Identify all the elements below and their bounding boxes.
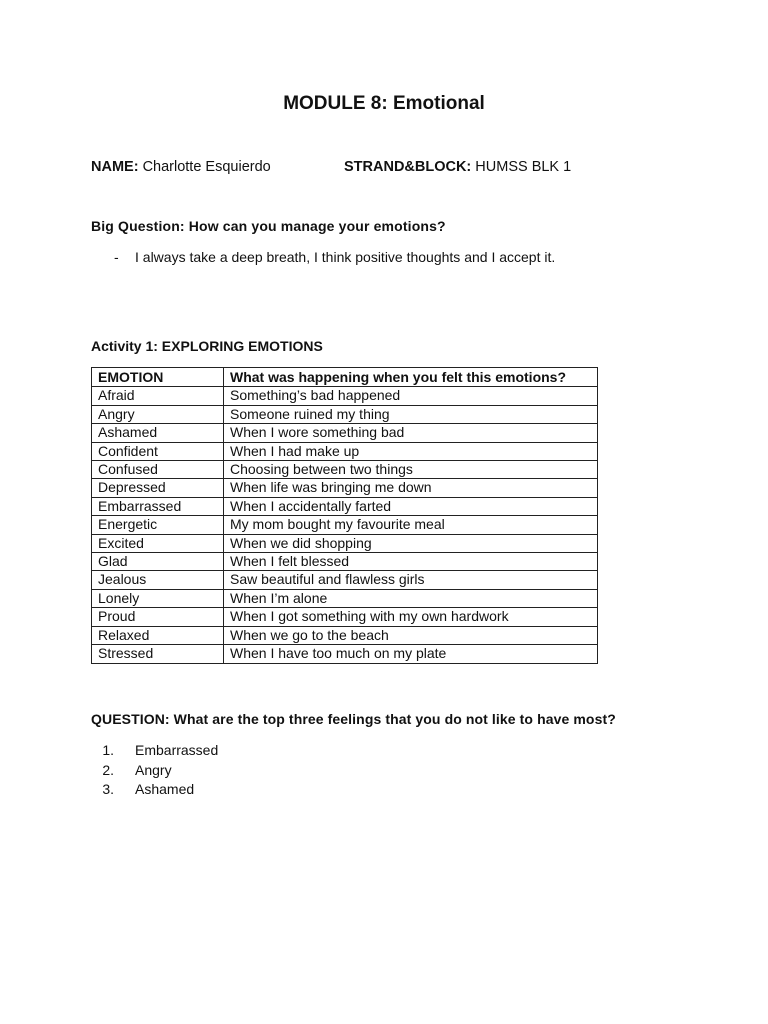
question-text: QUESTION: What are the top three feelings that you do not like to have most? bbox=[91, 711, 616, 727]
emotion-cell: Lonely bbox=[92, 589, 224, 607]
list-item-text: Embarrassed bbox=[135, 742, 219, 758]
table-row bbox=[92, 626, 598, 644]
situation-cell: When I accidentally farted bbox=[224, 497, 598, 515]
situation-cell: When I had make up bbox=[224, 442, 598, 460]
situation-cell: When life was bringing me down bbox=[224, 479, 598, 497]
header-emotion: EMOTION bbox=[92, 368, 224, 387]
emotion-cell: Excited bbox=[92, 534, 224, 552]
name-label: NAME: bbox=[91, 159, 139, 175]
emotion-cell: Relaxed bbox=[92, 626, 224, 644]
big-question: Big Question: How can you manage your emotions? bbox=[91, 218, 446, 234]
big-question-answer bbox=[114, 249, 555, 265]
emotion-cell: Embarrassed bbox=[92, 497, 224, 515]
emotion-cell: Angry bbox=[92, 405, 224, 423]
situation-cell: Someone ruined my thing bbox=[224, 405, 598, 423]
emotion-cell: Glad bbox=[92, 553, 224, 571]
emotion-cell: Confused bbox=[92, 461, 224, 479]
situation-cell: My mom bought my favourite meal bbox=[224, 516, 598, 534]
emotion-cell: Ashamed bbox=[92, 424, 224, 442]
activity-title: Activity 1: EXPLORING EMOTIONS bbox=[91, 338, 323, 354]
table-row bbox=[92, 589, 598, 607]
table-row bbox=[92, 553, 598, 571]
header-happening: What was happening when you felt this emotions? bbox=[224, 368, 598, 387]
emotion-cell: Proud bbox=[92, 608, 224, 626]
emotion-cell: Confident bbox=[92, 442, 224, 460]
situation-cell: Something’s bad happened bbox=[224, 387, 598, 405]
situation-cell: When I’m alone bbox=[224, 589, 598, 607]
table-row bbox=[92, 608, 598, 626]
emotion-cell: Jealous bbox=[92, 571, 224, 589]
situation-cell: Choosing between two things bbox=[224, 461, 598, 479]
strand-value: HUMSS BLK 1 bbox=[475, 159, 572, 175]
list-item-number: 1. bbox=[102, 742, 114, 758]
answer-text: I always take a deep breath, I think positive thoughts and I accept it. bbox=[135, 249, 556, 265]
table-body bbox=[92, 387, 598, 663]
emotion-cell: Depressed bbox=[92, 479, 224, 497]
situation-cell: When I got something with my own hardwork bbox=[224, 608, 598, 626]
name-value: Charlotte Esquierdo bbox=[142, 159, 271, 175]
situation-cell: Saw beautiful and flawless girls bbox=[224, 571, 598, 589]
top-three-list bbox=[91, 741, 218, 800]
table-row bbox=[92, 461, 598, 479]
table-row bbox=[92, 442, 598, 460]
table-row bbox=[92, 497, 598, 515]
situation-cell: When I wore something bad bbox=[224, 424, 598, 442]
emotion-cell: Afraid bbox=[92, 387, 224, 405]
situation-cell: When we go to the beach bbox=[224, 626, 598, 644]
name-line bbox=[91, 159, 271, 175]
table-row bbox=[92, 479, 598, 497]
table-row bbox=[92, 645, 598, 663]
strand-label: STRAND&BLOCK: bbox=[344, 159, 472, 175]
answer-dash: - bbox=[114, 249, 119, 265]
table-row bbox=[92, 387, 598, 405]
situation-cell: When we did shopping bbox=[224, 534, 598, 552]
emotion-cell: Stressed bbox=[92, 645, 224, 663]
list-item-number: 3. bbox=[102, 781, 114, 797]
situation-cell: When I have too much on my plate bbox=[224, 645, 598, 663]
list-item bbox=[91, 741, 218, 761]
table-row bbox=[92, 405, 598, 423]
emotions-table bbox=[91, 367, 598, 664]
table-row bbox=[92, 571, 598, 589]
situation-cell: When I felt blessed bbox=[224, 553, 598, 571]
strand-line bbox=[344, 159, 571, 175]
table-row bbox=[92, 516, 598, 534]
list-item-number: 2. bbox=[102, 761, 114, 778]
list-item bbox=[91, 780, 218, 800]
emotion-cell: Energetic bbox=[92, 516, 224, 534]
table-row bbox=[92, 534, 598, 552]
table-row bbox=[92, 424, 598, 442]
list-item bbox=[91, 761, 218, 781]
table-header-row bbox=[92, 368, 598, 387]
list-item-text: Ashamed bbox=[135, 781, 195, 797]
page-title: MODULE 8: Emotional bbox=[283, 93, 485, 114]
list-item-text: Angry bbox=[135, 761, 172, 778]
